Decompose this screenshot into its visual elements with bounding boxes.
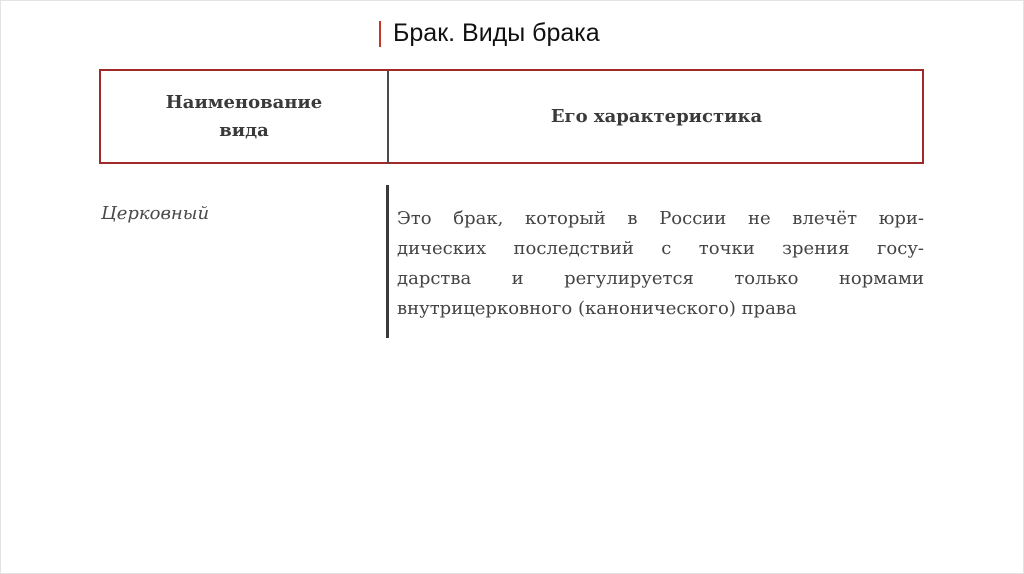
table-row-description — [397, 204, 924, 324]
description-line-2: дических последствий с точки зрения госу- — [397, 238, 924, 259]
description-line-3: дарства и регулируется только нормами — [397, 268, 924, 289]
title-accent-bar — [379, 21, 381, 47]
header-name-line-2: вида — [219, 120, 269, 141]
header-characteristic: Его характеристика — [550, 106, 763, 127]
slide-title: Брак. Виды брака — [393, 19, 600, 47]
body-divider — [386, 185, 389, 338]
description-line-1: Это брак, который в России не влечёт юри- — [397, 208, 924, 229]
header-name-line-1: Наименование — [165, 92, 323, 113]
header-name-of-type — [101, 89, 387, 145]
description-line-4: внутрицерковного (канонического) права — [397, 298, 797, 319]
table-row-name: Церковный — [101, 203, 210, 224]
